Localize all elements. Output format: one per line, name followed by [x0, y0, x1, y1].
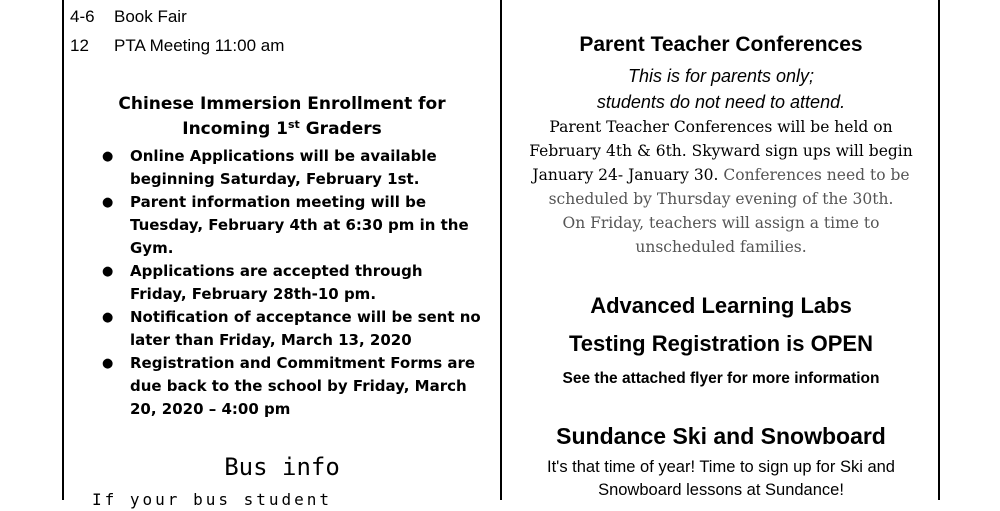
calendar-day: 12 — [70, 36, 89, 55]
calendar-event: PTA Meeting 11:00 am — [114, 36, 285, 55]
list-item: ● Notification of acceptance will be sent no later than Friday, March 13, 2020 — [62, 306, 482, 352]
ptc-heading: Parent Teacher Conferences — [579, 33, 863, 56]
all-heading: Testing Registration is OPEN — [569, 331, 873, 356]
ptc-note: This is for parents only; — [627, 66, 815, 86]
list-item: ● Online Applications will be available beginning Saturday, February 1st. — [62, 145, 482, 191]
all-subtext: See the attached flyer for more information — [562, 370, 880, 387]
list-item: ● Applications are accepted through Friday, February 28th-10 pm. — [62, 260, 482, 306]
ski-body: It's that time of year! Time to sign up for Ski and Snowboard lessons at Sundance! — [547, 458, 895, 499]
chinese-immersion-heading — [62, 92, 502, 142]
right-border — [938, 0, 940, 500]
list-item: ● Parent information meeting will be Tuesday, February 4th at 6:30 pm in the Gym. — [62, 191, 482, 260]
calendar-day: 4-6 — [70, 7, 95, 26]
heading-line: Chinese Immersion Enrollment for — [118, 94, 446, 114]
ski-heading: Sundance Ski and Snowboard — [556, 423, 886, 449]
calendar-event: Book Fair — [114, 7, 187, 26]
all-heading: Advanced Learning Labs — [590, 293, 852, 318]
heading-line: Incoming 1st Graders — [182, 118, 382, 139]
center-divider — [500, 0, 502, 500]
list-item: ● Registration and Commitment Forms are due back to the school by Friday, March 20, 2020 – 4:00 pm — [62, 352, 482, 421]
calendar-item — [70, 7, 187, 27]
ptc-note: students do not need to attend. — [596, 92, 846, 112]
chinese-immersion-list — [62, 145, 482, 421]
bus-info-text: If your bus student — [92, 490, 333, 509]
calendar-item — [70, 36, 284, 56]
ptc-body: Parent Teacher Conferences will be held on February 4th & 6th. Skyward sign ups will begin January 24- January 30. Conferences need to be scheduled by Thursday evening of the 30th. On Friday, teachers will assign a time to unscheduled families. — [529, 118, 913, 256]
bus-info-heading: Bus info — [224, 453, 340, 481]
